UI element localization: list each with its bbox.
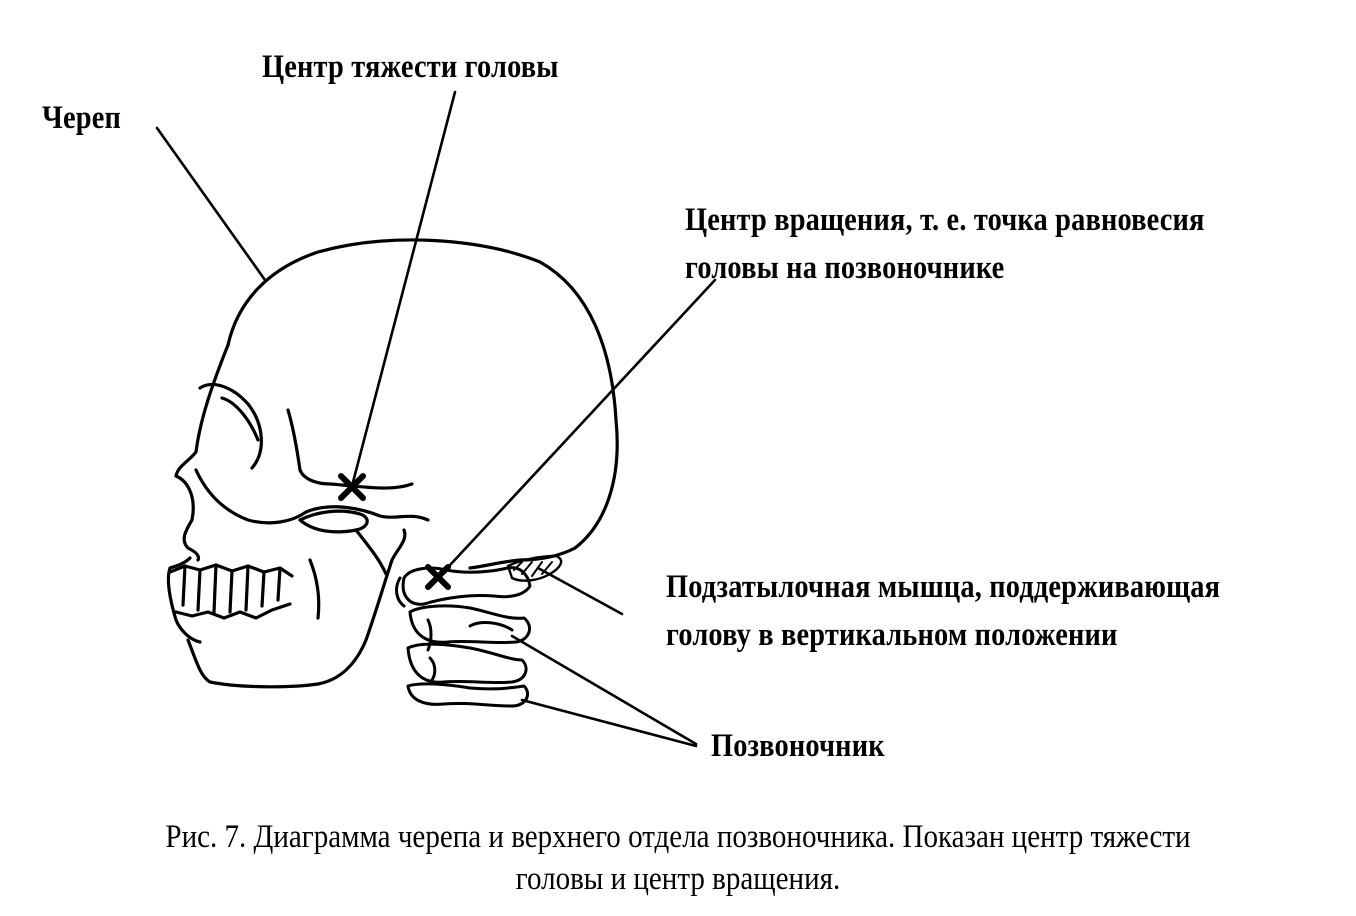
leader-suboccipital	[538, 568, 622, 614]
orbit-inner	[222, 398, 258, 440]
label-center-of-rotation	[685, 196, 1205, 292]
figure-caption-line2: головы и центр вращения.	[515, 861, 841, 897]
face-profile	[176, 345, 228, 560]
spine-inner-2	[430, 658, 435, 680]
cervical-spine-drawing	[397, 556, 562, 706]
teeth-dividers	[183, 565, 280, 612]
label-skull: Череп	[42, 100, 122, 136]
label-center-of-gravity: Центр тяжести головы	[262, 49, 559, 85]
leader-lines	[157, 92, 715, 746]
label-center-of-rotation-line2: головы на позвоночнике	[685, 250, 1005, 286]
label-suboccipital-muscle	[666, 563, 1220, 659]
label-center-of-rotation-line1: Центр вращения, т. е. точка равновесия	[685, 202, 1205, 238]
label-suboccipital-line2: голову в вертикальном положении	[666, 617, 1118, 653]
spinous-process-1	[470, 623, 512, 630]
label-suboccipital-line1: Подзатылочная мышца, поддерживающая	[666, 569, 1221, 605]
vertebra-c4	[408, 684, 528, 706]
mandible-ramus	[356, 530, 386, 574]
figure-caption-line1: Рис. 7. Диаграмма черепа и верхнего отдела позвоночника. Показан центр тяжести	[165, 819, 1191, 855]
leader-spine-lower	[522, 700, 696, 746]
lower-teeth	[176, 604, 290, 618]
skull-drawing	[168, 240, 617, 687]
cranium-outline	[228, 240, 617, 548]
leader-skull	[157, 128, 265, 280]
temporal-line	[288, 410, 412, 488]
leader-center-of-rotation	[438, 280, 715, 578]
chin-detail	[310, 560, 319, 618]
label-spine: Позвоночник	[711, 728, 885, 764]
spine-inner-1	[428, 620, 431, 650]
leader-center-of-gravity	[352, 92, 455, 486]
zygoma-lower	[300, 511, 367, 532]
vertebra-c3	[408, 644, 526, 682]
